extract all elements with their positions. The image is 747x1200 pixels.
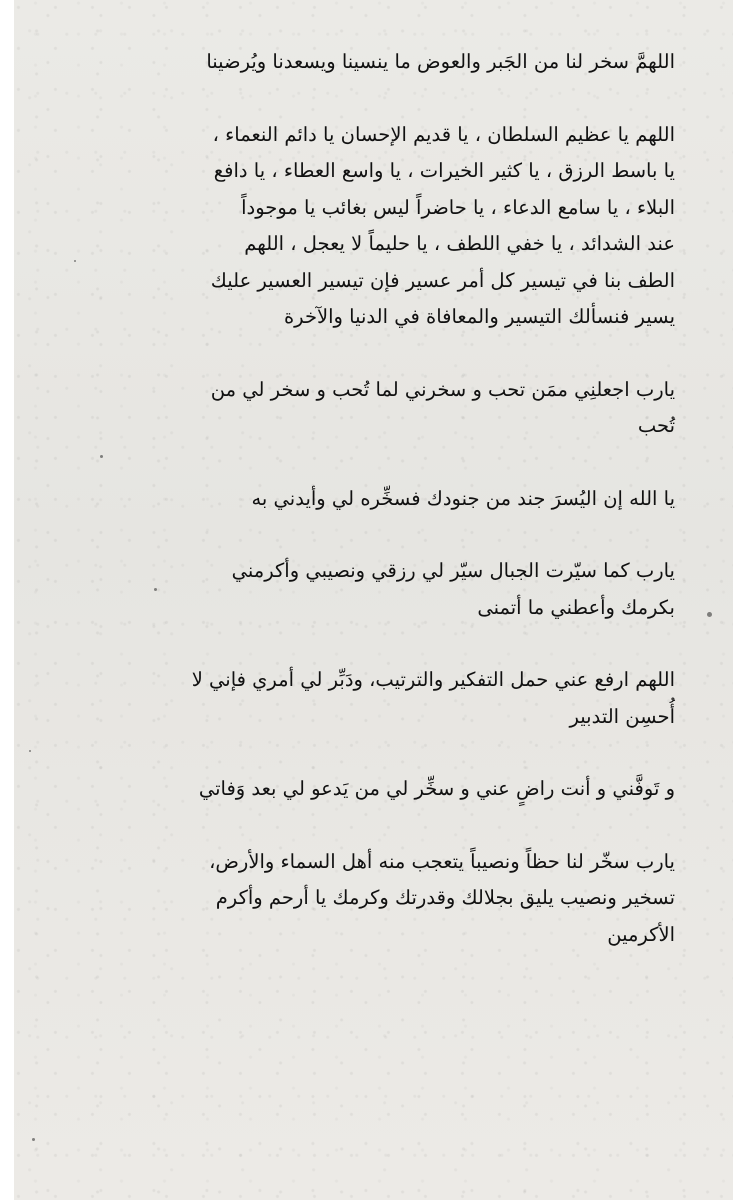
- text-line: الطف بنا في تيسير كل أمر عسير فإن تيسير العسير عليك: [210, 268, 675, 292]
- paragraph: [65, 553, 675, 626]
- text-line: يسير فنسألك التيسير والمعافاة في الدنيا والآخرة: [283, 305, 675, 328]
- text-line: اللهم ارفع عني حمل التفكير والترتيب، ودَبِّر لي أمري فإني لا: [191, 668, 675, 691]
- text-line: عند الشدائد ، يا خفي اللطف ، يا حليماً لا يعجل ، اللهم: [244, 232, 675, 255]
- text-line: يارب اجعلنِي ممَن تحب و سخرني لما تُحب و سخر لي من: [210, 377, 675, 401]
- text-line: بكرمك وأعطني ما أتمنى: [477, 595, 675, 619]
- text-line: يا باسط الرزق ، يا كثير الخيرات ، يا واسع العطاء ، يا دافع: [213, 159, 675, 182]
- paper-speck: [32, 1138, 35, 1141]
- text-line: يارب سخّر لنا حظاً ونصيباً يتعجب منه أهل السماء والأرض،: [209, 849, 675, 873]
- text-line: البلاء ، يا سامع الدعاء ، يا حاضراً ليس بغائب يا موجوداً: [241, 195, 675, 219]
- paragraph: [65, 481, 675, 518]
- text-line: تُحب: [637, 414, 675, 437]
- paragraph: [65, 372, 675, 445]
- paragraph: [65, 44, 675, 81]
- prayer-text: [65, 44, 675, 989]
- text-line: أُحسِن التدبير: [569, 704, 675, 728]
- paragraph: [65, 844, 675, 954]
- paragraph: [65, 771, 675, 808]
- text-line: اللهم يا عظيم السلطان ، يا قديم الإحسان يا دائم النعماء ،: [212, 122, 675, 146]
- text-line: اللهمَّ سخر لنا من الجَبر والعوض ما ينسينا ويسعدنا ويُرضينا: [206, 50, 675, 73]
- text-line: يارب كما سيّرت الجبال سيّر لي رزقي ونصيبي وأكرمني: [231, 559, 675, 582]
- text-line: الأكرمين: [607, 922, 675, 946]
- text-line: يا الله إن اليُسرَ جند من جنودك فسخِّره لي وأيدني به: [251, 486, 675, 510]
- paper-speck: [707, 612, 712, 617]
- paragraph: [65, 662, 675, 735]
- paper-speck: [29, 750, 31, 752]
- text-line: تسخير ونصيب يليق بجلالك وقدرتك وكرمك يا أرحم وأكرم: [215, 886, 675, 909]
- text-line: و تَوفَّني و أنت راضٍ عني و سخِّر لي من يَدعو لي بعد وَفاتي: [198, 777, 675, 800]
- paragraph: [65, 117, 675, 336]
